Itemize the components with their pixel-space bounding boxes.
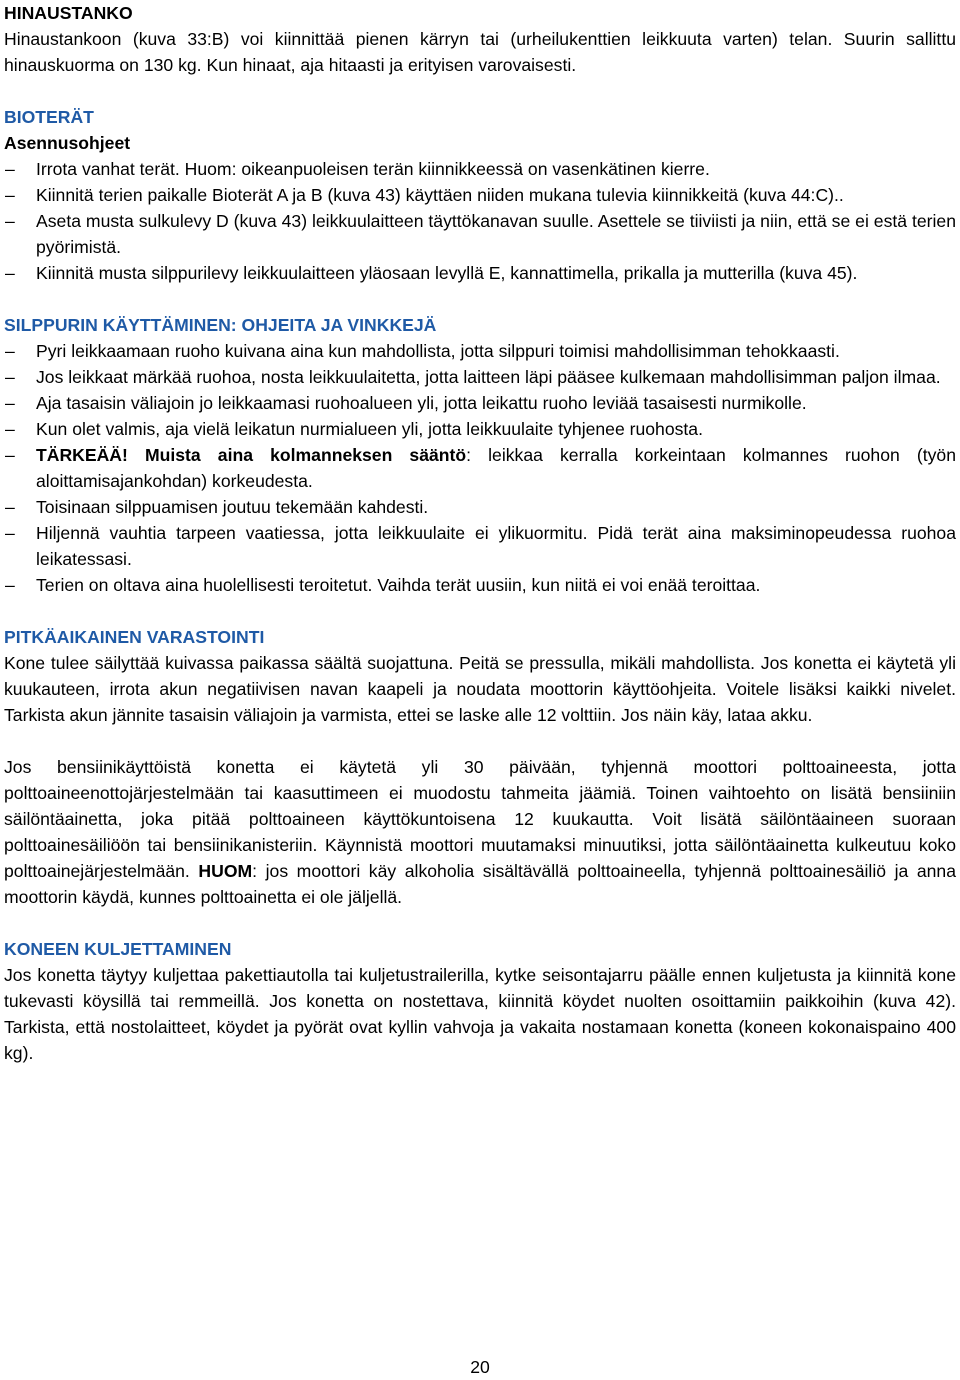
dash-bullet: –	[5, 185, 15, 205]
paragraph-varastointi-1: Kone tulee säilyttää kuivassa paikassa säältä suojattuna. Peitä se pressulla, mikäli mahdollista. Jos konetta ei käytetä yli kuukauteen, irrota akun negatiivisen navan kaapeli ja noudata moottorin käyttöohjeita. Voitele lisäksi kaikki nivelet. Tarkista akun jännite tasaisin väliajoin ja varmista, ettei se laske alle 12 volttiin. Jos näin käy, lataa akku.	[4, 653, 956, 725]
paragraph-kuljettaminen: Jos konetta täytyy kuljettaa pakettiautolla tai kuljetustrailerilla, kytke seisontajarru päälle ennen kuljetusta ja kiinnitä kone tukevasti köysillä tai remmeillä. Jos konetta on nostettava, kiinnitä köydet nuolten osoittamiin paikkoihin (kuva 42). Tarkista, että nostolaitteet, köydet ja pyörät ovat kyllin vahvoja ja vakaita nostamaan konetta (koneen kokonaispaino 400 kg).	[4, 965, 956, 1063]
list-item: – Kun olet valmis, aja vielä leikatun nurmialueen yli, jotta leikkuulaite tyhjenee ruohosta.	[4, 416, 956, 442]
dash-bullet: –	[5, 367, 15, 387]
list-item: – Aseta musta sulkulevy D (kuva 43) leikkuulaitteen täyttökanavan suulle. Asettele se tiiviisti ja niin, että se ei estä terien pyörimistä.	[4, 208, 956, 260]
section-title-kuljettaminen: KONEEN KULJETTAMINEN	[4, 939, 232, 959]
section-title-bioterat: BIOTERÄT	[4, 107, 94, 127]
important-rule: Muista aina kolmanneksen sääntö	[144, 445, 467, 465]
dash-bullet: –	[5, 523, 15, 543]
list-item: – Kiinnitä terien paikalle Bioterät A ja B (kuva 43) käyttäen niiden mukana tulevia kiinnikkeitä (kuva 44:C)..	[4, 182, 956, 208]
list-item: – Terien on oltava aina huolellisesti teroitetut. Vaihda terät uusiin, kun niitä ei voi enää teroittaa.	[4, 572, 956, 598]
list-item: – Jos leikkaat märkää ruohoa, nosta leikkuulaitetta, jotta laitteen läpi pääsee kulkemaan mahdollisimman paljon ilmaa.	[4, 364, 956, 390]
paragraph-varastointi-2: Jos bensiinikäyttöistä konetta ei käytetä yli 30 päivään, tyhjennä moottori polttoaineesta, jotta polttoaineenottojärjestelmään tai kaasuttimeen ei muodostu tahmeita jäämiä. Toinen vaihtoehto on lisätä bensiiniin säilöntäainetta, joka pitää polttoaineen käyttökuntoisena 12 kuukautta. Voit lisätä säilöntäaineen suoraan polttoainesäiliöön tai bensiinikanisteriin. Käynnistä moottori muutamaksi minuutiksi, jotta säilöntäainetta kulkeutuu koko polttoainejärjestelmään. HUOM: jos moottori käy alkoholia sisältävällä polttoaineella, tyhjennä polttoainesäiliö ja anna moottorin käydä, kunnes polttoainetta ei ole jäljellä.	[4, 757, 956, 907]
dash-bullet: –	[5, 393, 15, 413]
list-item: – Pyri leikkaamaan ruoho kuivana aina kun mahdollista, jotta silppuri toimisi mahdollisimman tehokkaasti.	[4, 338, 956, 364]
list-asennusohjeet	[4, 156, 956, 286]
list-item-important: – TÄRKEÄÄ! Muista aina kolmanneksen sääntö: leikkaa kerralla korkeintaan kolmannes ruohon (työn aloittamisajankohdan) korkeudesta.	[4, 442, 956, 494]
paragraph-hinaustanko: Hinaustankoon (kuva 33:B) voi kiinnittää pienen kärryn tai (urheilukenttien leikkuuta varten) telan. Suurin sallittu hinauskuorma on 130 kg. Kun hinaat, aja hitaasti ja erityisen varovaisesti.	[4, 29, 956, 75]
list-item: – Hiljennä vauhtia tarpeen vaatiessa, jotta leikkuulaite ei ylikuormitu. Pidä terät aina maksiminopeudessa ruohoa leikatessasi.	[4, 520, 956, 572]
huom-label: HUOM	[198, 861, 253, 881]
dash-bullet: –	[5, 263, 15, 283]
dash-bullet: –	[5, 341, 15, 361]
list-item: – Toisinaan silppuamisen joutuu tekemään kahdesti.	[4, 494, 956, 520]
section-title-silppuri: SILPPURIN KÄYTTÄMINEN: OHJEITA JA VINKKEJÄ	[4, 315, 437, 335]
dash-bullet: –	[5, 211, 15, 231]
page-number: 20	[470, 1357, 490, 1377]
section-title-varastointi: PITKÄAIKAINEN VARASTOINTI	[4, 627, 265, 647]
dash-bullet: –	[5, 575, 15, 595]
dash-bullet: –	[5, 445, 15, 465]
subtitle-asennusohjeet: Asennusohjeet	[4, 133, 131, 153]
list-item: – Irrota vanhat terät. Huom: oikeanpuoleisen terän kiinnikkeessä on vasenkätinen kierre.	[4, 156, 956, 182]
list-item: – Kiinnitä musta silppurilevy leikkuulaitteen yläosaan levyllä E, kannattimella, prikalla ja mutterilla (kuva 45).	[4, 260, 956, 286]
list-silppuri-ohjeet	[4, 338, 956, 598]
dash-bullet: –	[5, 419, 15, 439]
important-label: TÄRKEÄÄ!	[36, 445, 128, 465]
document-page	[4, 0, 956, 1066]
section-title-hinaustanko: HINAUSTANKO	[4, 3, 133, 23]
dash-bullet: –	[5, 497, 15, 517]
dash-bullet: –	[5, 159, 15, 179]
list-item: – Aja tasaisin väliajoin jo leikkaamasi ruohoalueen yli, jotta leikattu ruoho leviää tasaisesti nurmikolle.	[4, 390, 956, 416]
